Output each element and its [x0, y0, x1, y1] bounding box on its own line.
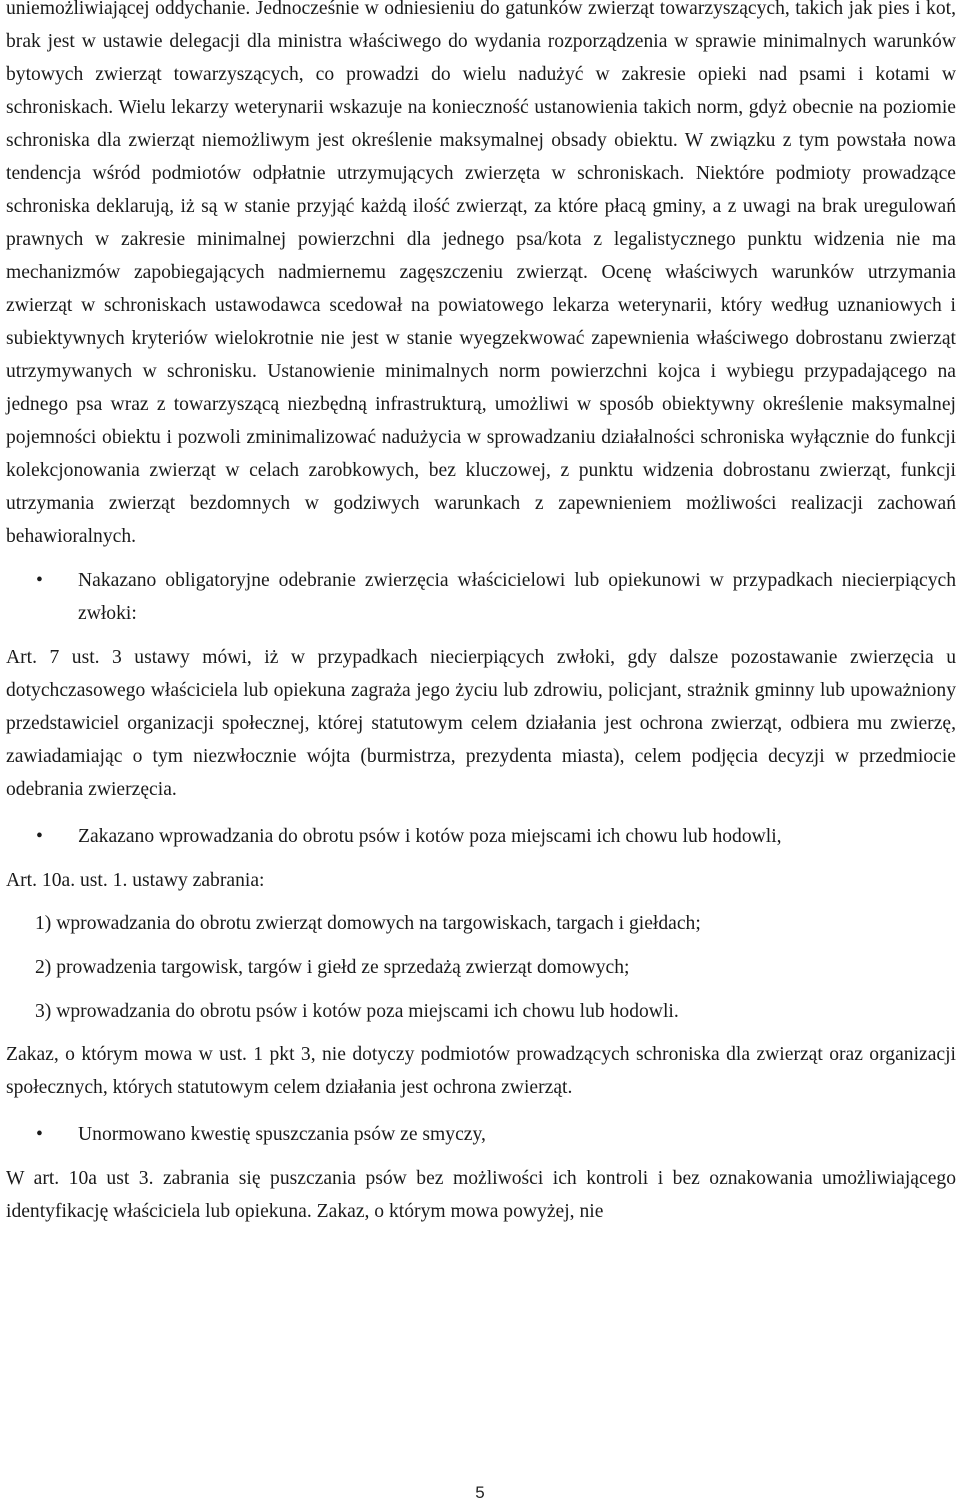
bullet-dot-icon: • [36, 1124, 43, 1145]
body-paragraph-minimal-conditions: uniemożliwiającej oddychanie. Jednocześnie w odniesieniu do gatunków zwierząt towarzyszących, takich jak pies i kot, brak jest w ustawie delegacji dla ministra właściwego do wydania rozporządzenia w sprawie minimalnych warunków bytowych zwierząt towarzyszących, co prowadzi do wielu nadużyć w zakresie opieki nad psami i kotami w schroniskach. Wielu lekarzy weterynarii wskazuje na konieczność ustanowienia takich norm, gdyż obecnie na poziomie schroniska dla zwierząt niemożliwym jest określenie maksymalnej obsady obiektu. W związku z tym powstała nowa tendencja wśród podmiotów odpłatnie utrzymujących zwierzęta w schroniskach. Niektóre podmioty prowadzące schroniska deklarują, iż są w stanie przyjąć każdą ilość zwierząt, za które płacą gminy, a z uwagi na brak uregulowań prawnych w zakresie minimalnej powierzchni dla jednego psa/kota z legalistycznego punktu widzenia nie ma mechanizmów zapobiegających nadmiernemu zagęszczeniu zwierząt. Ocenę właściwych warunków utrzymania zwierząt w schroniskach ustawodawca scedował na powiatowego lekarza weterynarii, który według uznaniowych i subiektywnych kryteriów wielokrotnie nie jest w stanie wyegzekwować zapewnienia właściwego dobrostanu zwierząt utrzymywanych w schronisku. Ustanowienie minimalnych norm powierzchni kojca i wybiegu przypadającego na jednego psa wraz z towarzyszącą niezbędną infrastrukturą, umożliwi w sposób obiektywny określenie maksymalnej pojemności obiektu i pozwoli zminimalizować nadużycia w sprowadzaniu działalności schroniska wyłącznie do funkcji kolekcjonowania zwierząt w celach zarobkowych, bez kluczowej, z punktu widzenia dobrostanu zwierząt, funkcji utrzymania zwierząt bezdomnych w godziwych warunkach z zapewnieniem możliwości realizacji zachowań behawioralnych. [6, 0, 956, 547]
list-item: 1) wprowadzania do obrotu zwierząt domowych na targowiskach, targach i giełdach; [35, 913, 701, 934]
body-paragraph-exception: Zakaz, o którym mowa w ust. 1 pkt 3, nie dotyczy podmiotów prowadzących schroniska dla zwierząt oraz organizacji społecznych, których statutowym celem działania jest ochrona zwierząt. [6, 1044, 956, 1098]
bullet-mandatory-seizure [6, 564, 956, 630]
bullet-text: Unormowano kwestię spuszczania psów ze smyczy, [78, 1124, 486, 1145]
list-item: 3) wprowadzania do obrotu psów i kotów poza miejscami ich chowu lub hodowli. [35, 1001, 679, 1022]
bullet-text: Zakazano wprowadzania do obrotu psów i kotów poza miejscami ich chowu lub hodowli, [78, 826, 782, 847]
bullet-text: Nakazano obligatoryjne odebranie zwierzęcia właścicielowi lub opiekunowi w przypadkach niecierpiących zwłoki: [78, 570, 956, 624]
bullet-leash [6, 1118, 956, 1151]
bullet-dot-icon: • [36, 826, 43, 847]
list-item: 2) prowadzenia targowisk, targów i giełd ze sprzedażą zwierząt domowych; [35, 957, 630, 978]
bullet-trade-ban [6, 820, 956, 853]
bullet-dot-icon: • [36, 570, 43, 591]
body-paragraph-art-10a: Art. 10a. ust. 1. ustawy zabrania: [6, 870, 265, 891]
numbered-list [6, 907, 956, 1028]
body-paragraph-leash-rule: W art. 10a ust 3. zabrania się puszczania psów bez możliwości ich kontroli i bez oznakowania umożliwiającego identyfikację właściciela lub opiekuna. Zakaz, o którym mowa powyżej, nie [6, 1168, 956, 1222]
document-page [6, 0, 956, 1228]
body-paragraph-art-7: Art. 7 ust. 3 ustawy mówi, iż w przypadkach niecierpiących zwłoki, gdy dalsze pozostawanie zwierzęcia u dotychczasowego właściciela lub opiekuna zagraża jego życiu lub zdrowiu, policjant, strażnik gminny lub upoważniony przedstawiciel organizacji społecznej, której statutowym celem działania jest ochrona zwierząt, odbiera mu zwierzę, zawiadamiając o tym niezwłocznie wójta (burmistrza, prezydenta miasta), celem podjęcia decyzji w przedmiocie odebrania zwierzęcia. [6, 647, 956, 800]
page-number: 5 [475, 1483, 485, 1502]
